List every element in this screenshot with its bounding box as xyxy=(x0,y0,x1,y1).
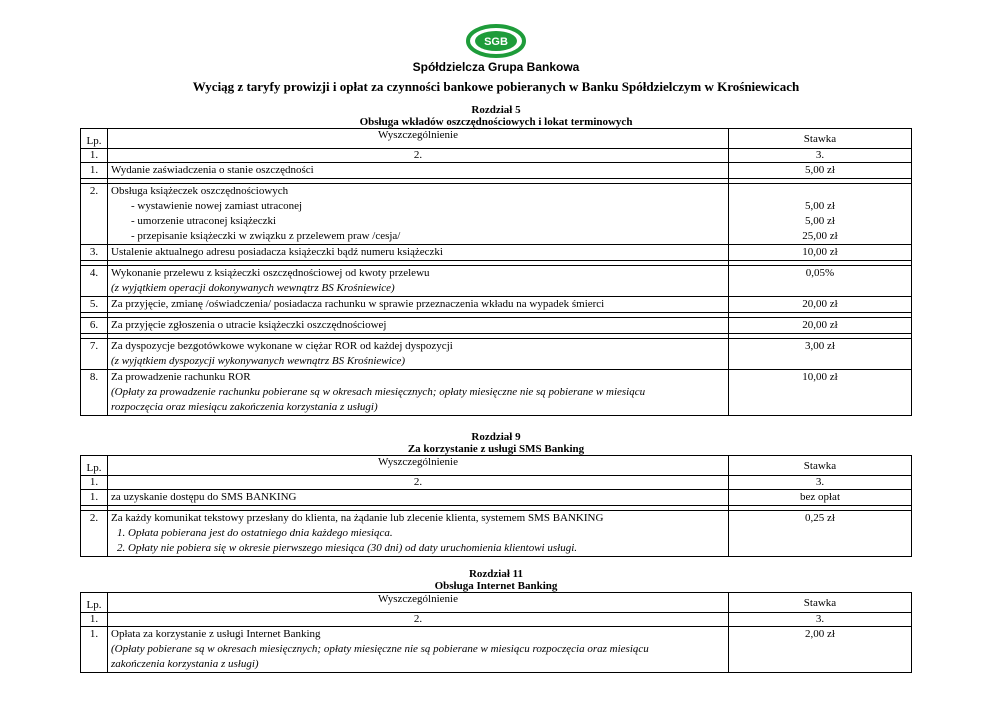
section-9-table xyxy=(80,455,912,557)
desc-header: Wyszczególnienie xyxy=(108,129,729,149)
row-rate: 10,00 zł xyxy=(729,370,912,416)
lp-header: Lp. xyxy=(81,593,108,613)
row-rate: 5,00 zł 5,00 zł 25,00 zł xyxy=(729,184,912,245)
rate-header: Stawka xyxy=(729,593,912,613)
table-row xyxy=(81,297,912,313)
row-number: 1. xyxy=(81,627,108,673)
brand-name: Spółdzielcza Grupa Bankowa xyxy=(412,60,580,74)
row-rate: 20,00 zł xyxy=(729,318,912,334)
row-desc: za uzyskanie dostępu do SMS BANKING xyxy=(108,490,729,506)
table-row xyxy=(81,245,912,261)
desc-header: Wyszczególnienie xyxy=(108,593,729,613)
column-number-row xyxy=(81,613,912,627)
row-rate: 0,25 zł xyxy=(729,511,912,557)
table-header-row xyxy=(81,129,912,149)
row-rate: 10,00 zł xyxy=(729,245,912,261)
section-5-subtitle: Obsługa wkładów oszczędnościowych i lokat terminowych xyxy=(359,116,633,128)
section-11-table xyxy=(80,592,912,673)
row-rate: 3,00 zł xyxy=(729,339,912,370)
row-number: 3. xyxy=(81,245,108,261)
col-num-2: 2. xyxy=(108,149,729,163)
col-num-3: 3. xyxy=(729,149,912,163)
lp-header: Lp. xyxy=(81,456,108,476)
row-desc: Za przyjęcie, zmianę /oświadczenia/ posiadacza rachunku w sprawie przeznaczenia wkładu na wypadek śmierci xyxy=(108,297,729,313)
row-desc: Wykonanie przelewu z książeczki oszczędnościowej od kwoty przelewu (z wyjątkiem operacji dokonywanych wewnątrz BS Krośniewice) xyxy=(108,266,729,297)
section-11-subtitle: Obsługa Internet Banking xyxy=(434,580,558,592)
col-num-1: 1. xyxy=(81,613,108,627)
row-number: 7. xyxy=(81,339,108,370)
row-rate: 20,00 zł xyxy=(729,297,912,313)
table-row xyxy=(81,511,912,557)
table-header-row xyxy=(81,593,912,613)
row-number: 1. xyxy=(81,490,108,506)
row-number: 2. xyxy=(81,184,108,245)
row-desc: Obsługa książeczek oszczędnościowych - wystawienie nowej zamiast utraconej - umorzenie utraconej książeczki - przepisanie książeczki w związku z przelewem praw /cesja/ xyxy=(108,184,729,245)
table-row xyxy=(81,184,912,245)
row-rate: 0,05% xyxy=(729,266,912,297)
table-row xyxy=(81,627,912,673)
row-rate: 2,00 zł xyxy=(729,627,912,673)
row-number: 2. xyxy=(81,511,108,557)
table-row xyxy=(81,266,912,297)
row-desc: Opłata za korzystanie z usługi Internet Banking (Opłaty pobierane są w okresach miesięcznych; opłaty miesięczne nie są pobierane w miesiącu rozpoczęcia oraz miesiącu zakończenia korzystania z usługi) xyxy=(108,627,729,673)
rate-header: Stawka xyxy=(729,129,912,149)
section-5-table xyxy=(80,128,912,416)
row-number: 6. xyxy=(81,318,108,334)
page-title: Wyciąg z taryfy prowizji i opłat za czynności bankowe pobieranych w Banku Spółdzielczym w Krośniewicach xyxy=(192,79,800,94)
table-row xyxy=(81,163,912,179)
row-desc: Za prowadzenie rachunku ROR (Opłaty za prowadzenie rachunku pobierane są w okresach miesięcznych; opłaty miesięczne nie są pobierane w miesiącu rozpoczęcia oraz miesiącu zakończenia korzystania z usługi) xyxy=(108,370,729,416)
row-desc: Za dyspozycje bezgotówkowe wykonane w ciężar ROR od każdej dyspozycji (z wyjątkiem dyspozycji wykonywanych wewnątrz BS Krośniewice) xyxy=(108,339,729,370)
row-number: 1. xyxy=(81,163,108,179)
col-num-2: 2. xyxy=(108,476,729,490)
col-num-3: 3. xyxy=(729,476,912,490)
row-desc: Ustalenie aktualnego adresu posiadacza książeczki bądź numeru książeczki xyxy=(108,245,729,261)
section-5-title: Rozdział 5 xyxy=(471,104,521,116)
row-number: 8. xyxy=(81,370,108,416)
col-num-1: 1. xyxy=(81,149,108,163)
row-rate: 5,00 zł xyxy=(729,163,912,179)
column-number-row xyxy=(81,476,912,490)
row-rate: bez opłat xyxy=(729,490,912,506)
table-row xyxy=(81,339,912,370)
logo-text: SGB xyxy=(484,36,508,48)
row-number: 5. xyxy=(81,297,108,313)
col-num-3: 3. xyxy=(729,613,912,627)
row-desc: Wydanie zaświadczenia o stanie oszczędności xyxy=(108,163,729,179)
table-header-row xyxy=(81,456,912,476)
lp-header: Lp. xyxy=(81,129,108,149)
table-row xyxy=(81,370,912,416)
section-11-title: Rozdział 11 xyxy=(468,568,524,580)
table-row xyxy=(81,318,912,334)
section-9-subtitle: Za korzystanie z usługi SMS Banking xyxy=(407,443,585,455)
sgb-logo xyxy=(466,24,526,58)
desc-header: Wyszczególnienie xyxy=(108,456,729,476)
column-number-row xyxy=(81,149,912,163)
col-num-2: 2. xyxy=(108,613,729,627)
rate-header: Stawka xyxy=(729,456,912,476)
section-9-title: Rozdział 9 xyxy=(471,431,521,443)
row-desc: Za każdy komunikat tekstowy przesłany do klienta, na żądanie lub zlecenie klienta, systemem SMS BANKING 1. Opłata pobierana jest do ostatniego dnia każdego miesiąca. 2. Opłaty nie pobiera się w okresie pierwszego miesiąca (30 dni) od daty uruchomienia klientowi usługi. xyxy=(108,511,729,557)
table-row xyxy=(81,490,912,506)
col-num-1: 1. xyxy=(81,476,108,490)
row-desc: Za przyjęcie zgłoszenia o utracie książeczki oszczędnościowej xyxy=(108,318,729,334)
row-number: 4. xyxy=(81,266,108,297)
